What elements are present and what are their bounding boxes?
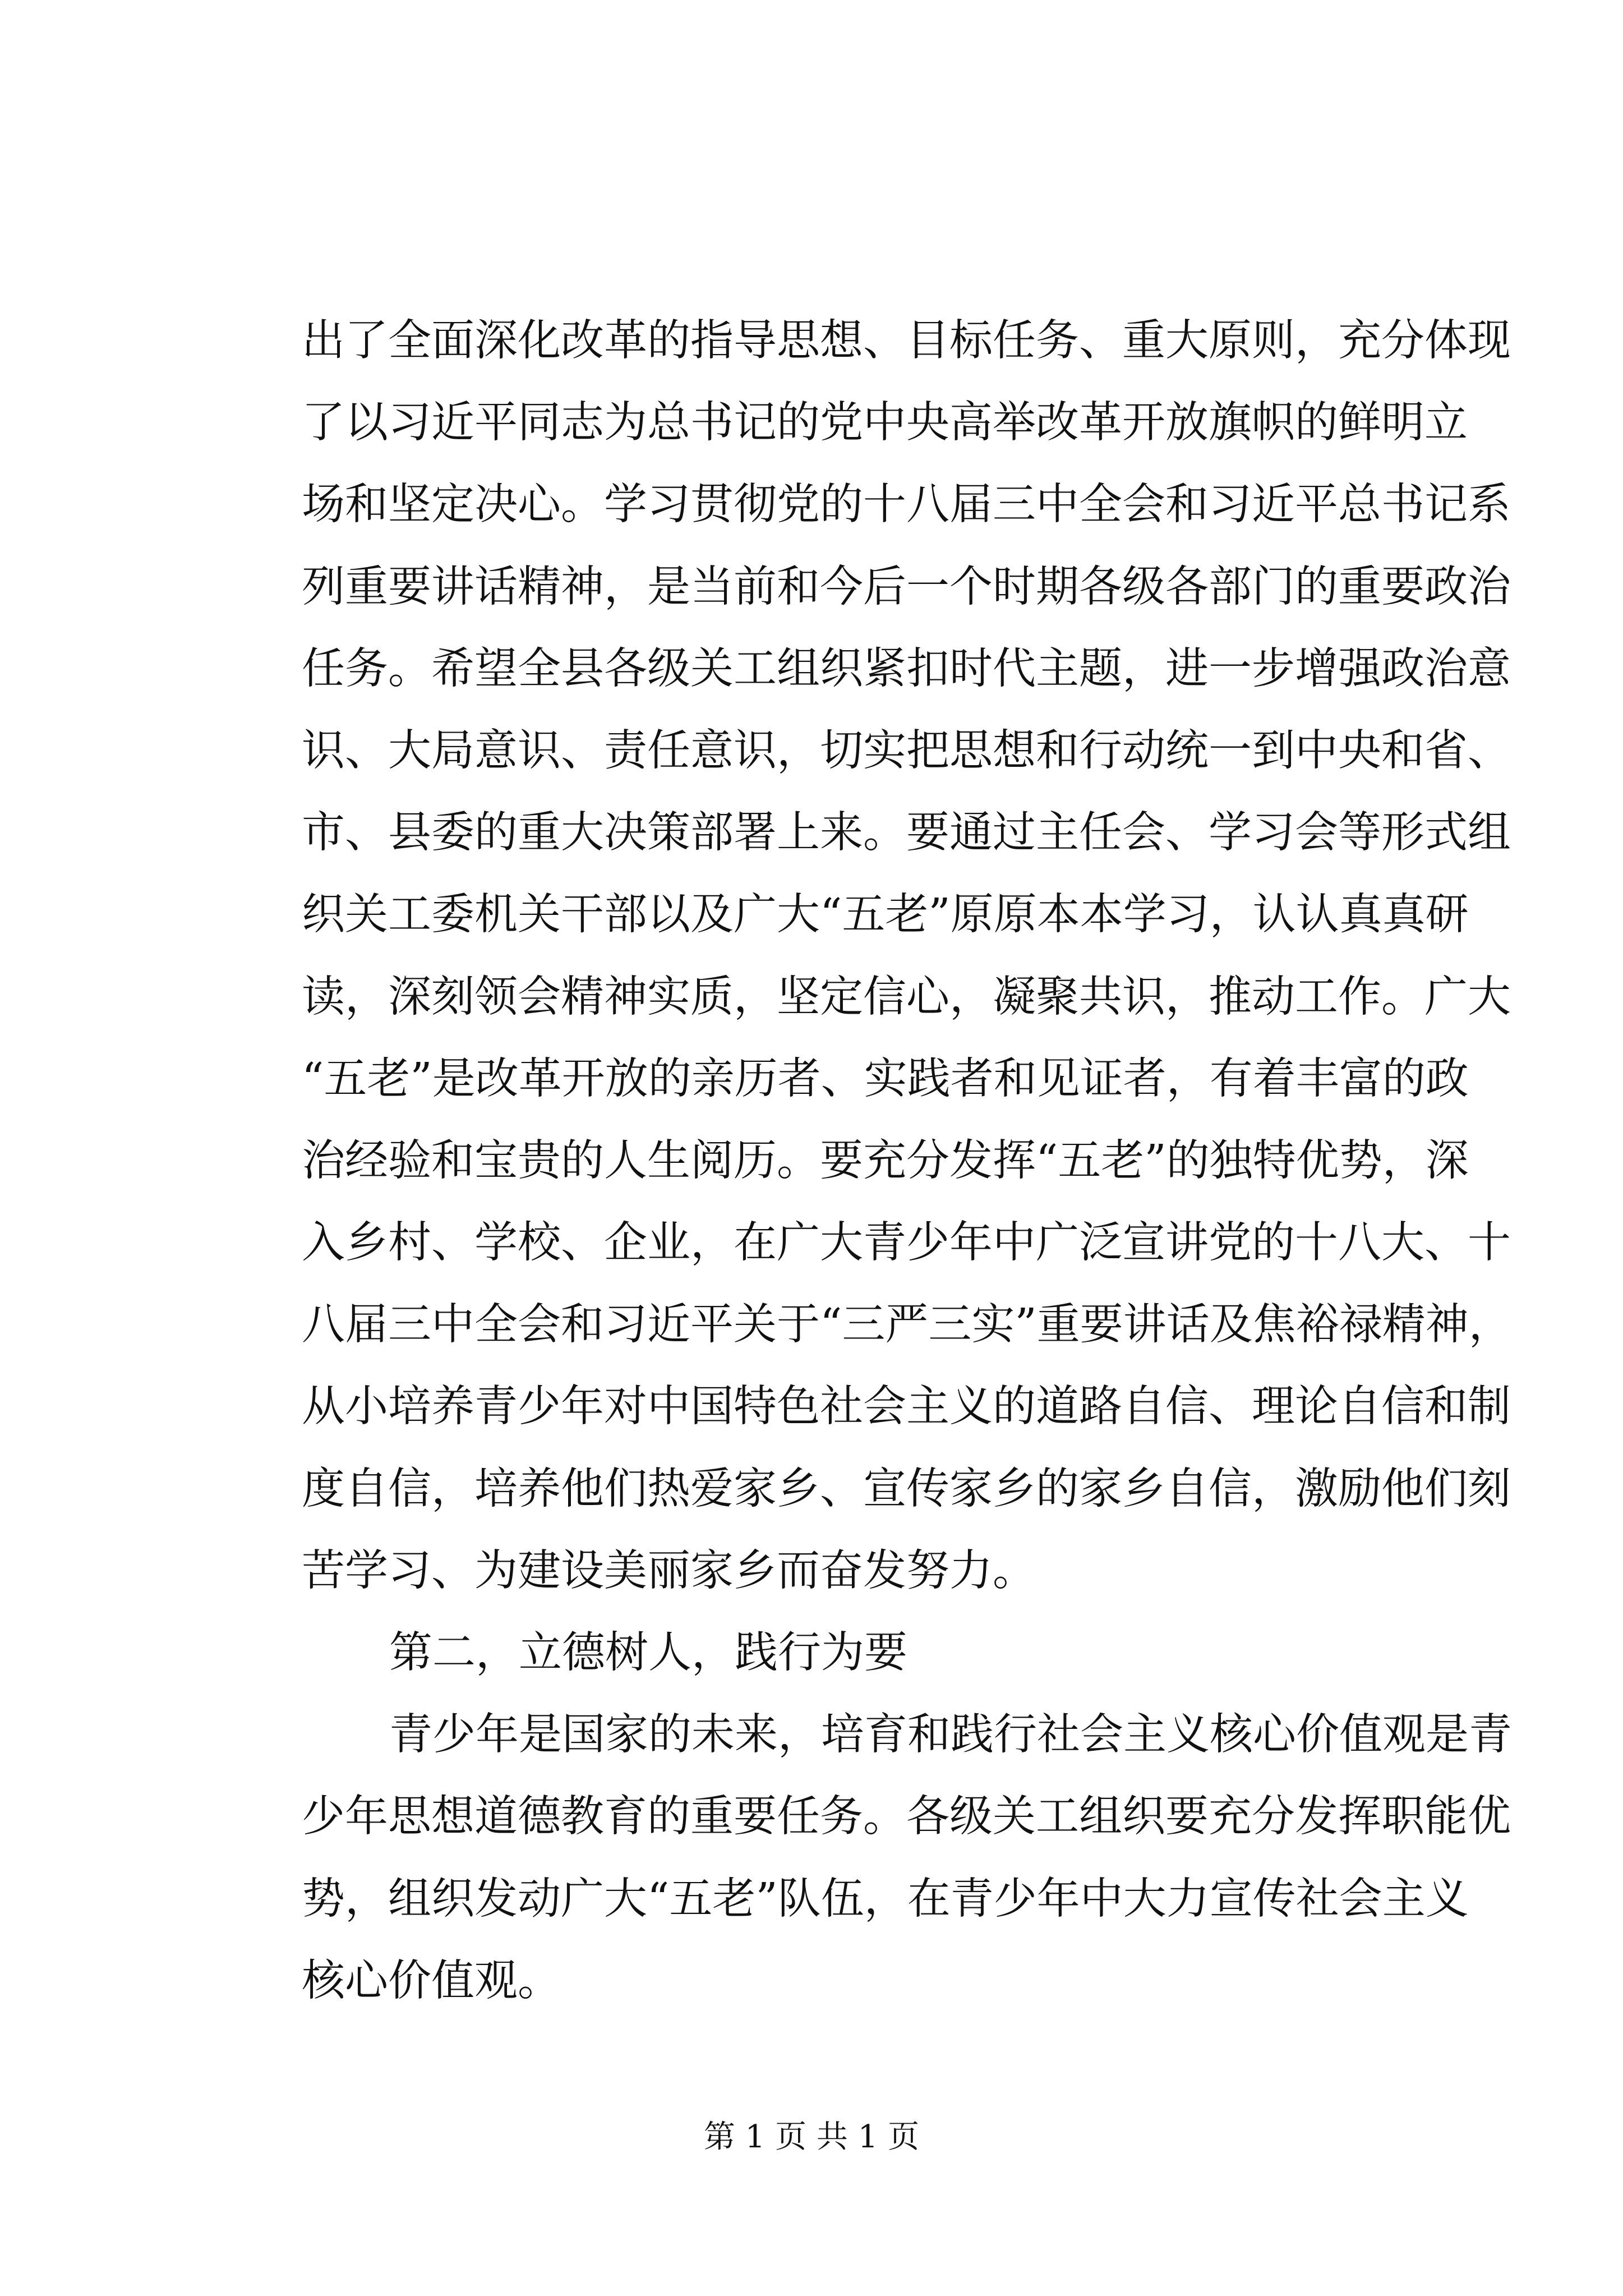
paragraph-line: 出了全面深化改革的指导思想、目标任务、重大原则，充分体现 — [302, 316, 1511, 366]
paragraph-line: 八届三中全会和习近平关于“三严三实”重要讲话及焦裕禄精神， — [302, 1300, 1512, 1350]
paragraph-line: 列重要讲话精神，是当前和今后一个时期各级各部门的重要政治 — [302, 562, 1511, 612]
paragraph-line: 市、县委的重大决策部署上来。要通过主任会、学习会等形式组 — [302, 808, 1511, 858]
paragraph-line: 识、大局意识、责任意识，切实把思想和行动统一到中央和省、 — [302, 725, 1511, 776]
paragraph-line: 少年思想道德教育的重要任务。各级关工组织要充分发挥职能优 — [302, 1792, 1511, 1842]
paragraph-line: 织关工委机关干部以及广大“五老”原原本本学习，认认真真研 — [302, 890, 1469, 940]
paragraph-line: 治经验和宝贵的人生阅历。要充分发挥“五老”的独特优势，深 — [302, 1135, 1469, 1186]
page-footer: 第 1 页 共 1 页 — [703, 2119, 920, 2155]
paragraph-line: 从小培养青少年对中国特色社会主义的道路自信、理论自信和制 — [302, 1382, 1511, 1432]
body-text — [302, 300, 1512, 2022]
section-heading: 第二，立德树人，践行为要 — [389, 1628, 907, 1678]
paragraph-line: 青少年是国家的未来，培育和践行社会主义核心价值观是青 — [389, 1710, 1512, 1760]
paragraph-line: 任务。希望全县各级关工组织紧扣时代主题，进一步增强政治意 — [302, 643, 1511, 694]
paragraph-line: 场和坚定决心。学习贯彻党的十八届三中全会和习近平总书记系 — [302, 480, 1511, 530]
paragraph-line: 了以习近平同志为总书记的党中央高举改革开放旗帜的鲜明立 — [302, 398, 1468, 448]
paragraph-line: 入乡村、学校、企业，在广大青少年中广泛宣讲党的十八大、十 — [302, 1218, 1511, 1268]
paragraph-line: 度自信，培养他们热爱家乡、宣传家乡的家乡自信，激励他们刻 — [302, 1464, 1511, 1514]
paragraph-line: 势，组织发动广大“五老”队伍，在青少年中大力宣传社会主义 — [302, 1874, 1469, 1924]
paragraph-line: 读，深刻领会精神实质，坚定信心，凝聚共识，推动工作。广大 — [302, 972, 1511, 1022]
paragraph-line: “五老”是改革开放的亲历者、实践者和见证者，有着丰富的政 — [302, 1053, 1469, 1104]
paragraph-line: 核心价值观。 — [302, 1955, 561, 2006]
paragraph-line: 苦学习、为建设美丽家乡而奋发努力。 — [302, 1545, 1036, 1596]
